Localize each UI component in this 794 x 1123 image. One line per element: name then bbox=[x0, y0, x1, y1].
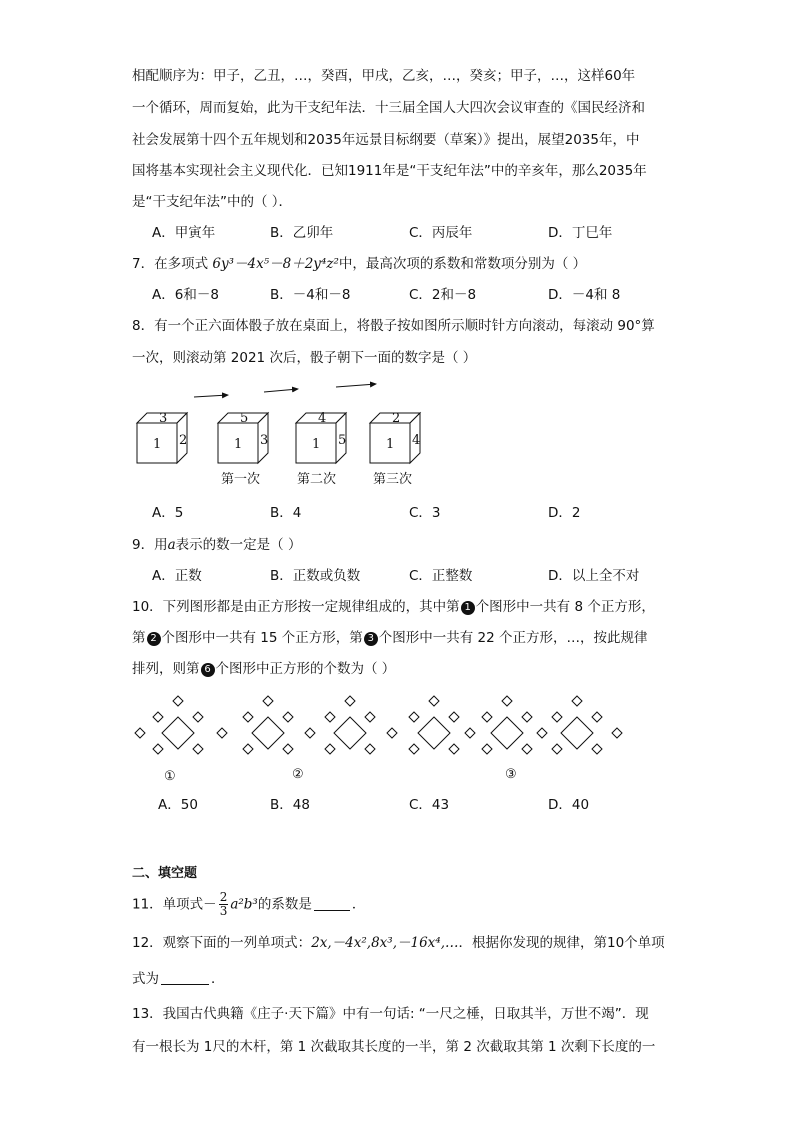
q11-fraction-denominator: 3 bbox=[219, 904, 228, 918]
die-1-front: 1 bbox=[234, 437, 243, 452]
dice-caption-2: 第二次 bbox=[297, 472, 337, 487]
roll-arrow-2 bbox=[264, 389, 298, 392]
pattern-small-square bbox=[465, 728, 475, 738]
q10-option-b[interactable]: B．48 bbox=[270, 797, 310, 813]
q8-option-c[interactable]: C．3 bbox=[409, 505, 441, 521]
q11-fraction bbox=[219, 891, 229, 918]
q7-options bbox=[152, 285, 712, 305]
pattern-small-square bbox=[387, 728, 397, 738]
q11-answer-blank[interactable] bbox=[314, 896, 350, 911]
q7-option-d[interactable]: D．－4和 8 bbox=[548, 287, 621, 303]
q7-polynomial: 6y³－4x⁵－8＋2y⁴z² bbox=[212, 256, 339, 272]
q12-line-2b: ． bbox=[211, 971, 225, 987]
pattern-small-square bbox=[283, 744, 293, 754]
q12-line-1 bbox=[132, 933, 665, 953]
q10-line-2 bbox=[132, 628, 648, 648]
q12-line-2a: 式为 bbox=[132, 971, 159, 987]
pattern-small-square bbox=[409, 744, 419, 754]
q8-option-a[interactable]: A．5 bbox=[152, 505, 184, 521]
q7-suffix: 中，最高次项的系数和常数项分别为（ ） bbox=[338, 256, 587, 272]
q11-stem bbox=[132, 891, 365, 918]
q11-prefix: 11．单项式－ bbox=[132, 896, 217, 913]
pattern-small-square bbox=[502, 696, 512, 706]
pattern-small-square bbox=[243, 712, 253, 722]
pattern-small-square bbox=[429, 696, 439, 706]
q12-sequence: 2x,－4x²,8x³,－16x⁴,… bbox=[311, 935, 459, 951]
circled-number-1: 1 bbox=[461, 601, 475, 615]
q6-line-1: 相配顺序为：甲子，乙丑，…，癸酉，甲戌，乙亥，…，癸亥；甲子，…，这样60年 bbox=[132, 68, 636, 84]
pattern-small-square bbox=[193, 744, 203, 754]
roll-arrow-3 bbox=[336, 384, 376, 387]
die-cube-1 bbox=[218, 411, 268, 463]
q10-option-a[interactable]: A．50 bbox=[158, 797, 198, 813]
pattern-small-square bbox=[345, 696, 355, 706]
die-3-side: 4 bbox=[412, 433, 421, 448]
q10-line-3a: 排列，则第 bbox=[132, 661, 200, 677]
q9-option-a[interactable]: A．正数 bbox=[152, 568, 202, 584]
squares-pattern-figure bbox=[0, 688, 794, 788]
pattern-large-square bbox=[334, 717, 366, 749]
die-2-top: 4 bbox=[318, 411, 327, 426]
pattern-large-square bbox=[561, 717, 593, 749]
pattern-caption-1: ① bbox=[164, 769, 176, 784]
q7-option-a[interactable]: A．6和－8 bbox=[152, 287, 219, 303]
q12-answer-blank[interactable] bbox=[161, 970, 209, 985]
q8-option-b[interactable]: B．4 bbox=[270, 505, 302, 521]
pattern-small-square bbox=[263, 696, 273, 706]
pattern-small-square bbox=[482, 712, 492, 722]
die-3-front: 1 bbox=[386, 437, 395, 452]
q6-option-c[interactable]: C．丙辰年 bbox=[409, 225, 473, 241]
pattern-small-square bbox=[305, 728, 315, 738]
q6-option-d[interactable]: D．丁巳年 bbox=[548, 225, 613, 241]
q9-stem bbox=[132, 535, 301, 555]
pattern-small-square bbox=[153, 744, 163, 754]
die-0-front: 1 bbox=[153, 437, 162, 452]
q12-line-2 bbox=[132, 969, 225, 989]
pattern-small-square bbox=[325, 712, 335, 722]
pattern-small-square bbox=[552, 712, 562, 722]
dice-caption-3: 第三次 bbox=[373, 472, 413, 487]
q11-end: ． bbox=[351, 896, 366, 913]
circled-number-3: 3 bbox=[364, 632, 378, 646]
pattern-large-square bbox=[418, 717, 450, 749]
q10-line-1 bbox=[132, 597, 655, 617]
q7-option-b[interactable]: B．－4和－8 bbox=[270, 287, 351, 303]
pattern-small-square bbox=[537, 728, 547, 738]
pattern-small-square bbox=[592, 744, 602, 754]
q10-line-2c: 个图形中一共有 22 个正方形，…，按此规律 bbox=[378, 630, 648, 646]
q10-line-1b: 个图形中一共有 8 个正方形， bbox=[475, 599, 655, 615]
q11-monomial: a²b³ bbox=[230, 896, 258, 913]
pattern-small-square bbox=[409, 712, 419, 722]
die-0-top: 3 bbox=[159, 411, 168, 426]
q6-option-a[interactable]: A．甲寅年 bbox=[152, 225, 216, 241]
q8-line-1: 8．有一个正六面体骰子放在桌面上，将骰子按如图所示顺时针方向滚动，每滚动 90°算 bbox=[132, 318, 655, 334]
roll-arrow-1 bbox=[194, 395, 228, 397]
pattern-small-square bbox=[449, 712, 459, 722]
q9-option-b[interactable]: B．正数或负数 bbox=[270, 568, 361, 584]
q6-options bbox=[152, 223, 712, 243]
pattern-small-square bbox=[522, 712, 532, 722]
q12-line-1a: 12．观察下面的一列单项式： bbox=[132, 935, 312, 951]
dice-caption-1: 第一次 bbox=[221, 472, 261, 487]
q10-line-2b: 个图形中一共有 15 个正方形，第 bbox=[161, 630, 363, 646]
q6-option-b[interactable]: B．乙卯年 bbox=[270, 225, 334, 241]
dice-figure bbox=[0, 375, 794, 495]
pattern-small-square bbox=[572, 696, 582, 706]
die-2-front: 1 bbox=[312, 437, 321, 452]
die-1-top: 5 bbox=[240, 411, 249, 426]
pattern-small-square bbox=[243, 744, 253, 754]
q6-line-4: 国将基本实现社会主义现代化．已知1911年是“干支纪年法”中的辛亥年，那么2035年 bbox=[132, 163, 647, 179]
q12-line-1b: ．根据你发现的规律，第10个单项 bbox=[458, 935, 665, 951]
q11-fraction-numerator: 2 bbox=[219, 890, 228, 904]
pattern-small-square bbox=[217, 728, 227, 738]
q8-options bbox=[152, 503, 712, 523]
q9-suffix: 表示的数一定是（ ） bbox=[175, 537, 302, 553]
q9-variable: a bbox=[167, 537, 176, 553]
q9-options bbox=[152, 566, 712, 586]
q10-line-1a: 10．下列图形都是由正方形按一定规律组成的，其中第 bbox=[132, 599, 460, 615]
circled-number-2: 2 bbox=[147, 632, 161, 646]
section-heading-fill-in: 二、填空题 bbox=[132, 866, 198, 881]
q11-suffix: 的系数是 bbox=[257, 896, 312, 913]
q10-line-3 bbox=[132, 659, 395, 679]
die-3-top: 2 bbox=[392, 411, 401, 426]
q6-line-3: 社会发展第十四个五年规划和2035年远景目标纲要（草案）》提出，展望2035年，中 bbox=[132, 132, 640, 148]
q10-option-d[interactable]: D．40 bbox=[548, 797, 590, 813]
die-2-side: 5 bbox=[338, 433, 347, 448]
pattern-large-square bbox=[252, 717, 284, 749]
q9-prefix: 9．用 bbox=[132, 537, 168, 553]
pattern-small-square bbox=[325, 744, 335, 754]
pattern-small-square bbox=[449, 744, 459, 754]
die-cube-0 bbox=[137, 411, 187, 463]
q8-line-2: 一次，则滚动第 2021 次后，骰子朝下一面的数字是（ ） bbox=[132, 350, 477, 366]
q7-stem bbox=[132, 254, 586, 274]
pattern-small-square bbox=[173, 696, 183, 706]
circled-number-6: 6 bbox=[201, 663, 215, 677]
q9-option-c[interactable]: C．正整数 bbox=[409, 568, 473, 584]
pattern-small-square bbox=[482, 744, 492, 754]
pattern-small-square bbox=[592, 712, 602, 722]
pattern-small-square bbox=[522, 744, 532, 754]
pattern-small-square bbox=[193, 712, 203, 722]
pattern-large-square bbox=[491, 717, 523, 749]
q10-line-2a: 第 bbox=[132, 630, 146, 646]
pattern-small-square bbox=[612, 728, 622, 738]
die-0-side: 2 bbox=[179, 433, 188, 448]
pattern-caption-2: ② bbox=[292, 767, 304, 782]
pattern-small-square bbox=[283, 712, 293, 722]
q8-option-d[interactable]: D．2 bbox=[548, 505, 581, 521]
q10-options bbox=[152, 795, 712, 815]
q13-line-1: 13．我国古代典籍《庄子·天下篇》中有一句话: “一尺之棰，日取其半，万世不竭”．现 bbox=[132, 1006, 649, 1022]
die-1-side: 3 bbox=[260, 433, 269, 448]
q13-line-2: 有一根长为 1尺的木杆，第 1 次截取其长度的一半，第 2 次截取其第 1 次剩下长度的一 bbox=[132, 1039, 656, 1055]
q10-option-c[interactable]: C．43 bbox=[409, 797, 450, 813]
pattern-small-square bbox=[135, 728, 145, 738]
q10-line-3b: 个图形中正方形的个数为（ ） bbox=[215, 661, 396, 677]
q7-option-c[interactable]: C．2和－8 bbox=[409, 287, 477, 303]
pattern-small-square bbox=[552, 744, 562, 754]
q9-option-d[interactable]: D．以上全不对 bbox=[548, 568, 640, 584]
q7-prefix: 7．在多项式 bbox=[132, 256, 213, 272]
die-cube-2 bbox=[296, 411, 346, 463]
pattern-large-square bbox=[162, 717, 194, 749]
pattern-small-square bbox=[365, 712, 375, 722]
pattern-small-square bbox=[365, 744, 375, 754]
die-cube-3 bbox=[370, 411, 420, 463]
q6-line-2: 一个循环，周而复始，此为干支纪年法．十三届全国人大四次会议审查的《国民经济和 bbox=[132, 100, 645, 116]
pattern-small-square bbox=[153, 712, 163, 722]
q6-line-5: 是“干支纪年法”中的（ ）． bbox=[132, 194, 293, 210]
pattern-caption-3: ③ bbox=[505, 767, 517, 782]
